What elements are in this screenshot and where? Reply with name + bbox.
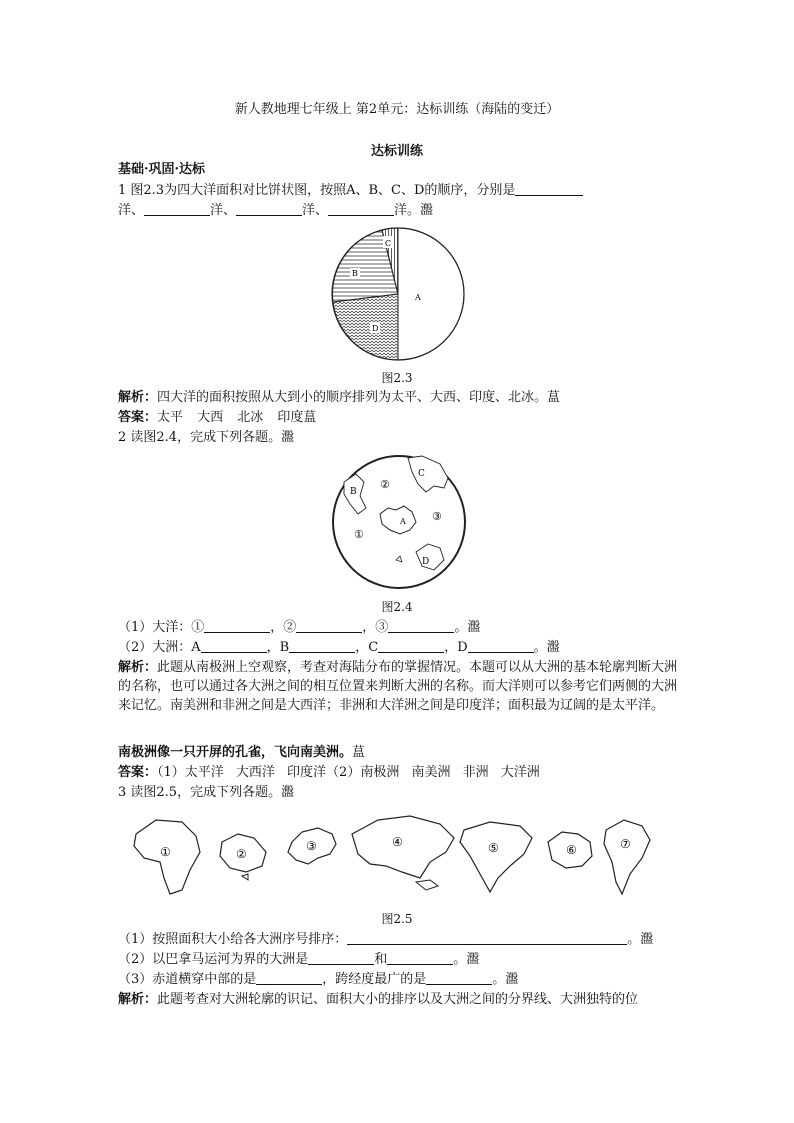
pie-label-d: D <box>372 324 379 333</box>
continent-label-5: ⑤ <box>488 841 499 855</box>
map-label-c: C <box>418 469 425 479</box>
continent-label-2: ② <box>236 847 247 861</box>
pie-label-c: C <box>385 239 392 248</box>
map-label-ocean-2: ② <box>380 478 390 491</box>
polar-map <box>330 452 468 592</box>
q2-blank-ocean-2[interactable] <box>296 619 362 633</box>
q1-answer: 答案：太平 大西 北冰 印度蒀 <box>118 410 317 425</box>
q2-sub1: （1）大洋：① ，② ，③ 。瀊 <box>118 620 481 635</box>
pie-slice-a <box>398 228 464 360</box>
figure-caption-2-4: 图2.4 <box>381 600 413 614</box>
map-label-d: D <box>422 557 430 567</box>
q3-sub2: （2）以巴拿马运河为界的大洲是 和 。瀊 <box>118 952 480 967</box>
figure-caption-2-5: 图2.5 <box>381 912 413 926</box>
subsection-title: 基础·巩固·达标 <box>118 162 206 177</box>
pie-slice-d <box>333 294 398 360</box>
q1-blanks: 洋、 洋、 洋、 洋。瀊 <box>118 203 434 218</box>
q1-text: 1 图2.3为四大洋面积对比饼状图，按照A、B、C、D的顺序，分别是 <box>118 181 583 200</box>
q2-blank-continent-a[interactable] <box>201 639 267 653</box>
map-label-a: A <box>400 517 406 526</box>
map-label-ocean-1: ① <box>354 528 364 541</box>
q3-blank-panama-1[interactable] <box>308 951 374 965</box>
figure-caption-2-3: 图2.3 <box>381 371 413 385</box>
continent-label-4: ④ <box>392 835 403 849</box>
continents-figure <box>130 812 670 902</box>
q3-blank-longitude[interactable] <box>426 971 492 985</box>
page-header: 新人教地理七年级上 第2单元：达标训练（海陆的变迁） <box>234 102 560 117</box>
continent-label-1: ① <box>160 845 171 859</box>
q2-sub2: （2）大洲：A ，B ，C ，D 。瀊 <box>118 640 560 655</box>
q2-text: 2 读图2.4，完成下列各题。瀊 <box>118 430 295 445</box>
q3-sub3: （3）赤道横穿中部的是 ，跨经度最广的是 。瀊 <box>118 972 519 987</box>
continent-label-6: ⑥ <box>566 843 577 857</box>
q2-analysis: 解析：此题从南极洲上空观察，考查对海陆分布的掌握情况。本题可以从大洲的基本轮廓判断大洲的名称，也可以通过各大洲之间的相互位置来判断大洲的名称。而大洋则可以参考它们两侧的大洲来记忆。南美洲和非洲之间是大西洋；非洲和大洋洲之间是印度洋；面积最为辽阔的是太平洋。 <box>118 660 678 713</box>
q2-blank-continent-c[interactable] <box>378 639 444 653</box>
map-label-b: B <box>350 487 357 497</box>
map-label-ocean-3: ③ <box>432 510 442 523</box>
q3-blank-panama-2[interactable] <box>387 951 453 965</box>
q1-blank-c[interactable] <box>236 202 302 216</box>
q2-blank-continent-b[interactable] <box>289 639 355 653</box>
section-title: 达标训练 <box>370 144 423 159</box>
q3-blank-equator[interactable] <box>256 971 322 985</box>
q3-analysis: 解析：此题考查对大洲轮廓的识记、面积大小的排序以及大洲之间的分界线、大洲独特的位 <box>118 992 639 1007</box>
q1-blank-d[interactable] <box>328 202 394 216</box>
q2-tip: 南极洲像一只开屏的孔雀，飞向南美洲。蒀 <box>118 745 366 760</box>
ocean-pie-chart <box>330 226 466 362</box>
q2-answer: 答案：（1）太平洋 大西洋 印度洋（2）南极洲 南美洲 非洲 大洋洲 <box>118 765 540 780</box>
continent-label-7: ⑦ <box>620 837 631 851</box>
pie-label-a: A <box>415 293 421 302</box>
q2-blank-ocean-3[interactable] <box>388 619 454 633</box>
continent-label-3: ③ <box>306 839 317 853</box>
q1-blank-b[interactable] <box>144 202 210 216</box>
pie-label-b: B <box>352 269 358 278</box>
q2-blank-continent-d[interactable] <box>468 639 534 653</box>
q1-analysis: 解析：四大洋的面积按照从大到小的顺序排列为太平、大西、印度、北冰。蒀 <box>118 390 561 405</box>
q3-text: 3 读图2.5，完成下列各题。瀊 <box>118 785 295 800</box>
q3-blank-order[interactable] <box>347 931 627 945</box>
q2-blank-ocean-1[interactable] <box>204 619 270 633</box>
q1-blank-a[interactable] <box>515 182 583 196</box>
q3-sub1: （1）按照面积大小给各大洲序号排序： 。瀊 <box>118 932 654 947</box>
